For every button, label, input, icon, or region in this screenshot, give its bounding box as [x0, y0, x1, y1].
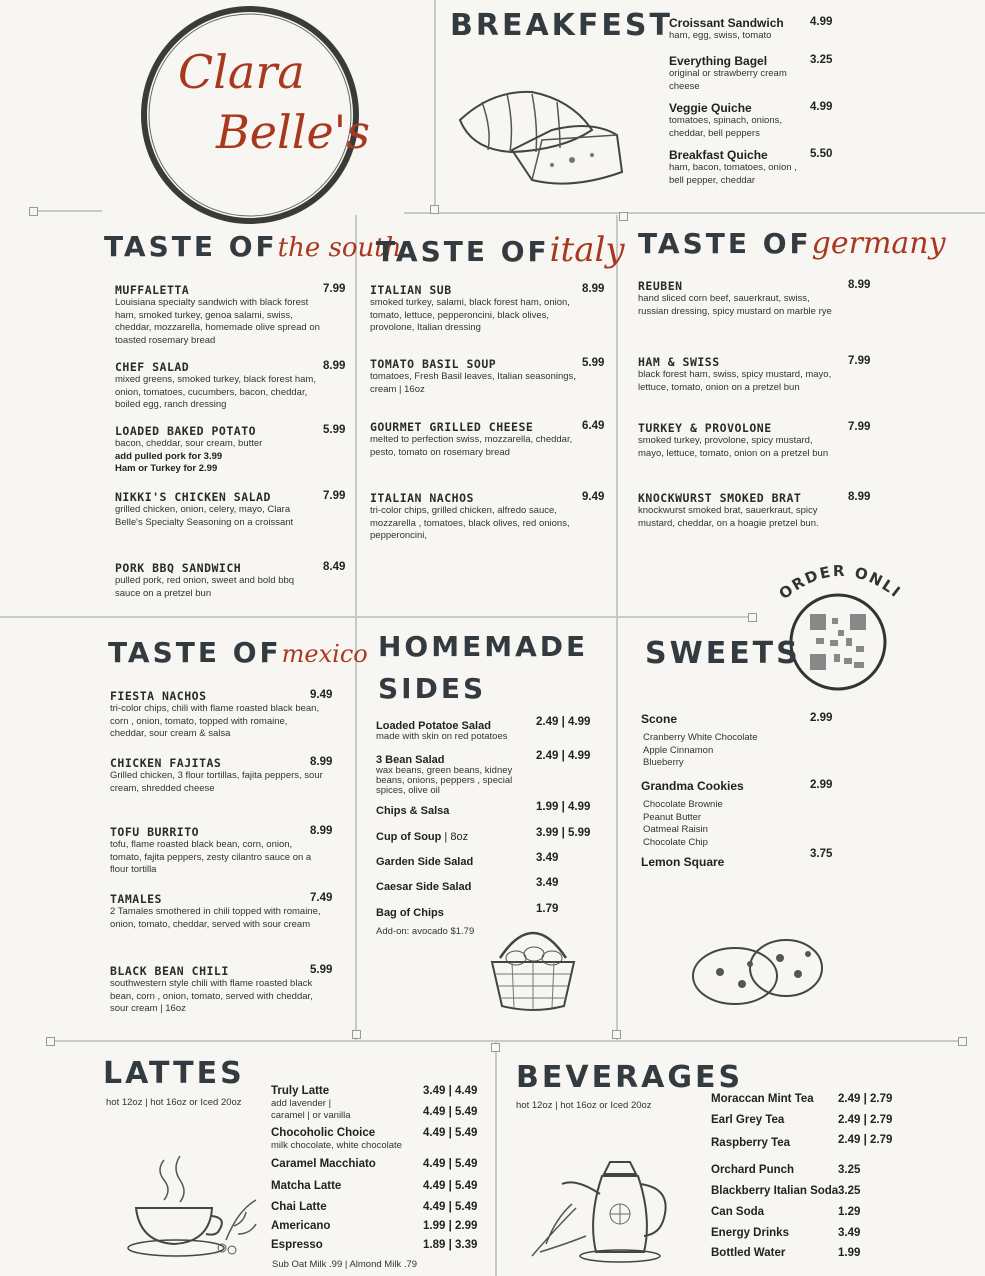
- logo-text: Clara: [178, 45, 305, 99]
- menu-item-price: 8.99: [310, 756, 333, 768]
- menu-item: [376, 720, 536, 742]
- menu-item-price: 3.99 | 5.99: [536, 827, 591, 839]
- menu-item-name: Energy Drinks: [711, 1227, 789, 1239]
- qr-code-icon[interactable]: [788, 592, 888, 692]
- menu-item-desc: pulled pork, red onion, sweet and bold bbq sauce on a pretzel bun: [115, 575, 295, 599]
- menu-item-desc: tofu, flame roasted black bean, corn, onion, tomato, fajita peppers, zesty cilantro sauce on a flour tortilla: [110, 839, 312, 875]
- menu-item-name: [376, 856, 536, 868]
- menu-item-name: Scone: [641, 712, 678, 726]
- divider-line: [50, 1040, 965, 1042]
- menu-item-price: 3.25: [810, 54, 833, 66]
- menu-item-name: Espresso: [271, 1239, 323, 1251]
- menu-item-price: 3.49 | 4.49: [423, 1085, 478, 1097]
- menu-item-name: TURKEY & PROVOLONE: [638, 421, 772, 435]
- menu-item-name: GOURMET GRILLED CHEESE: [370, 420, 534, 434]
- menu-item: [376, 881, 536, 893]
- menu-item-price: 1.99 | 2.99: [423, 1220, 478, 1232]
- section-title-main: TASTE OF: [638, 227, 812, 260]
- menu-item-name: Matcha Latte: [271, 1180, 342, 1192]
- grid-node: [46, 1037, 55, 1046]
- menu-item-name: TOMATO BASIL SOUP: [370, 357, 497, 371]
- menu-item-price: 4.99: [810, 101, 833, 113]
- divider-line: [434, 0, 436, 210]
- grid-node: [612, 1030, 621, 1039]
- section-title: BREAKFEST: [450, 8, 673, 43]
- menu-item: [638, 279, 838, 318]
- menu-item: [370, 357, 585, 396]
- addon-note: Add-on: avocado $1.79: [376, 926, 475, 937]
- menu-item-desc: hand sliced corn beef, sauerkraut, swiss, russian dressing, spicy mustard on marble rye: [638, 293, 832, 317]
- menu-item-desc: tri-color chips, chili with flame roasted black bean, corn , onion, tomato, topped with romaine, cheddar, sour cream & salsa: [110, 703, 320, 739]
- section-title-script: italy: [549, 230, 625, 270]
- menu-item: [115, 360, 320, 412]
- grid-node: [748, 613, 757, 622]
- menu-item-name: KNOCKWURST SMOKED BRAT: [638, 491, 802, 505]
- menu-item-price: 5.99: [310, 964, 333, 976]
- cookies-icon: [690, 934, 826, 1014]
- menu-item-desc: tomatoes, Fresh Basil leaves, Italian seasonings, cream | 16oz: [370, 371, 576, 395]
- section-title: SIDES: [378, 672, 487, 705]
- menu-item: [110, 689, 325, 741]
- grid-node: [29, 207, 38, 216]
- menu-item-name: CHICKEN FAJITAS: [110, 756, 222, 770]
- section-title-script: germany: [811, 226, 946, 261]
- section-title: [376, 230, 625, 270]
- menu-item-price: 3.49: [536, 852, 559, 864]
- menu-item-name-text: 3 Bean Salad: [376, 754, 445, 766]
- menu-item: [669, 148, 804, 187]
- menu-item-name: ITALIAN NACHOS: [370, 491, 474, 505]
- menu-item-price: 3.49: [838, 1227, 861, 1239]
- menu-item-name: TOFU BURRITO: [110, 825, 200, 839]
- menu-item-name: Bottled Water: [711, 1247, 786, 1259]
- menu-item-name: TAMALES: [110, 892, 162, 906]
- menu-item-option: Chocolate Brownie: [643, 799, 723, 810]
- menu-item: [376, 856, 536, 868]
- menu-item-name: HAM & SWISS: [638, 355, 720, 369]
- menu-item-price: 1.29: [838, 1206, 861, 1218]
- menu-item-desc: ham, egg, swiss, tomato: [669, 30, 772, 41]
- menu-item-name-text: Caesar Side Salad: [376, 881, 472, 893]
- menu-item: [115, 490, 320, 529]
- menu-item-price: 2.49 | 2.79: [838, 1134, 893, 1146]
- menu-item-desc: tomatoes, spinach, onions, cheddar, bell peppers: [669, 115, 783, 139]
- menu-item: [115, 561, 320, 600]
- section-title: SWEETS: [645, 636, 801, 671]
- menu-item-name: Blackberry Italian Soda: [711, 1185, 839, 1197]
- section-title-main: TASTE OF: [108, 636, 282, 669]
- menu-item-name: Moraccan Mint Tea: [711, 1093, 814, 1105]
- menu-item: [641, 712, 801, 770]
- menu-item-price: 4.49 | 5.49: [423, 1158, 478, 1170]
- menu-item-price: 2.49 | 2.79: [838, 1114, 893, 1126]
- menu-item: [638, 491, 838, 530]
- menu-item-price: 8.99: [323, 360, 346, 372]
- menu-item-name: PORK BBQ SANDWICH: [115, 561, 242, 575]
- menu-item-desc: tri-color chips, grilled chicken, alfredo sauce, mozzarella , tomatoes, black olives, red onions, pepperoncini,: [370, 505, 570, 541]
- divider-line: [0, 616, 752, 618]
- section-title: HOMEMADE: [378, 630, 589, 663]
- menu-item-name: Everything Bagel: [669, 54, 768, 68]
- size-note: hot 12oz | hot 16oz or Iced 20oz: [516, 1100, 652, 1111]
- coffee-cup-icon: [126, 1150, 266, 1264]
- menu-item-price: 1.89 | 3.39: [423, 1239, 478, 1251]
- menu-item-name-text: Cup of Soup: [376, 831, 442, 843]
- menu-item: [370, 420, 585, 459]
- menu-item-price: 8.49: [323, 561, 346, 573]
- menu-item-desc: caramel | or vanilla: [271, 1110, 351, 1121]
- grid-node: [619, 212, 628, 221]
- menu-item: [641, 779, 801, 849]
- menu-item-desc: wax beans, green beans, kidney beans, onions, peppers , special spices, olive oil: [376, 765, 513, 796]
- menu-item-price: 7.99: [848, 355, 871, 367]
- menu-item-name: Earl Grey Tea: [711, 1114, 785, 1126]
- menu-item-name: Can Soda: [711, 1206, 765, 1218]
- menu-item-price: 9.49: [582, 491, 605, 503]
- menu-item-name: Caramel Macchiato: [271, 1158, 376, 1170]
- menu-item-option: Cranberry White Chocolate: [643, 732, 758, 743]
- menu-item-price: 5.99: [582, 357, 605, 369]
- menu-item-price: 2.99: [810, 712, 833, 724]
- section-title: [638, 226, 946, 261]
- menu-item-desc: knockwurst smoked brat, sauerkraut, spicy mustard, cheddar, on a hoagie pretzel bun.: [638, 505, 819, 529]
- menu-item-name-text: Loaded Potatoe Salad: [376, 720, 491, 732]
- divider-line: [616, 215, 618, 1040]
- menu-item-name: [376, 907, 536, 919]
- menu-item-option: Blueberry: [643, 757, 684, 768]
- menu-item-desc: ham, bacon, tomatoes, onion , bell pepper, cheddar: [669, 162, 797, 186]
- menu-item-name: Chocoholic Choice: [271, 1127, 376, 1139]
- order-online-text: ORDER ONLI: [776, 561, 906, 603]
- menu-item: [376, 831, 536, 843]
- menu-item-name: BLACK BEAN CHILI: [110, 964, 229, 978]
- section-title-script: mexico: [281, 640, 368, 668]
- menu-item: [669, 16, 804, 43]
- menu-item-price: 3.25: [838, 1164, 861, 1176]
- basket-icon: [486, 920, 580, 1022]
- menu-item-name-text: Garden Side Salad: [376, 856, 474, 868]
- menu-item: [669, 54, 804, 93]
- menu-item-price: 9.49: [310, 689, 333, 701]
- menu-item-price: 7.99: [323, 283, 346, 295]
- grid-node: [491, 1043, 500, 1052]
- menu-item-name: ITALIAN SUB: [370, 283, 452, 297]
- menu-item-desc: melted to perfection swiss, mozzarella, cheddar, pesto, tomato on rosemary bread: [370, 434, 573, 458]
- menu-item-desc: 2 Tamales smothered in chili topped with romaine, onion, tomato, cheddar, served with sour cream: [110, 906, 321, 930]
- menu-item-name: Americano: [271, 1220, 331, 1232]
- menu-item-name: Grandma Cookies: [641, 779, 744, 793]
- menu-item-price: 3.25: [838, 1185, 861, 1197]
- menu-item-price: 3.49: [536, 877, 559, 889]
- menu-item-price: 1.99 | 4.99: [536, 801, 591, 813]
- menu-item-name-text: Chips & Salsa: [376, 805, 450, 817]
- menu-item-option: Chocolate Chip: [643, 836, 708, 848]
- grid-node: [958, 1037, 967, 1046]
- menu-item-price: 1.79: [536, 903, 559, 915]
- menu-item-desc: southwestern style chili with flame roasted black bean, corn , onion, tomato, served with cheddar, sour cream | 16oz: [110, 978, 313, 1014]
- menu-item-price: 7.99: [848, 421, 871, 433]
- menu-item: [638, 355, 838, 394]
- menu-item-price: 4.49 | 5.49: [423, 1201, 478, 1213]
- menu-item-price: 2.49 | 4.99: [536, 750, 591, 762]
- menu-item: [110, 964, 325, 1016]
- menu-item-name: Lemon Square: [641, 855, 725, 869]
- menu-item-price: 5.99: [323, 424, 346, 436]
- menu-item-price: 8.99: [310, 825, 333, 837]
- menu-item-addon: Ham or Turkey for 2.99: [115, 463, 218, 474]
- menu-item-name: NIKKI'S CHICKEN SALAD: [115, 490, 271, 504]
- logo-text: Belle's: [216, 105, 370, 159]
- menu-item: [376, 805, 536, 817]
- menu-item-price: 7.99: [323, 490, 346, 502]
- menu-item-price: 4.49 | 5.49: [423, 1127, 478, 1139]
- menu-item-name: Breakfast Quiche: [669, 148, 768, 162]
- menu-item-desc: smoked turkey, salami, black forest ham, onion, tomato, lettuce, pepperoncini, black olives, provolone, Italian dressing: [370, 297, 570, 333]
- menu-item-option: Peanut Butter: [643, 811, 702, 823]
- divider-line: [404, 212, 985, 214]
- menu-item-name: MUFFALETTA: [115, 283, 190, 297]
- menu-item-option: Oatmeal Raisin: [643, 824, 708, 835]
- menu-item-name: Raspberry Tea: [711, 1137, 791, 1149]
- menu-item: [669, 101, 804, 140]
- menu-item-name: Chai Latte: [271, 1201, 327, 1213]
- divider-line: [30, 210, 102, 212]
- menu-item-option: Apple Cinnamon: [643, 744, 714, 756]
- menu-item-addon: add pulled pork for 3.99: [115, 450, 223, 462]
- menu-item-price: 4.49 | 5.49: [423, 1180, 478, 1192]
- menu-item-desc: original or strawberry cream cheese: [669, 68, 787, 92]
- menu-item-price: 3.75: [810, 848, 833, 860]
- divider-line: [355, 215, 357, 1040]
- menu-item-desc: mixed greens, smoked turkey, black forest ham, onion, tomatoes, cucumbers, bacon, cheddar, boiled egg, ranch dressing: [115, 374, 316, 410]
- section-title-script: the south: [277, 233, 402, 263]
- menu-item-price: 8.99: [848, 279, 871, 291]
- menu-item-price: 8.99: [582, 283, 605, 295]
- milk-note: Sub Oat Milk .99 | Almond Milk .79: [272, 1259, 418, 1270]
- section-title-main: TASTE OF: [376, 235, 550, 268]
- menu-item-name: REUBEN: [638, 279, 683, 293]
- menu-item-name: LOADED BAKED POTATO: [115, 424, 257, 438]
- menu-item: [370, 283, 585, 335]
- menu-item-desc: Louisiana specialty sandwich with black forest ham, smoked turkey, genoa salami, swiss, cheddar, mozzarella, homemade olive spread on toasted rosemary bread: [115, 297, 320, 346]
- menu-item-name: [376, 881, 536, 893]
- logo: [138, 5, 370, 225]
- menu-item-price: 4.99: [810, 16, 833, 28]
- section-title: [104, 230, 401, 263]
- menu-item-name: [376, 831, 536, 843]
- menu-item-desc: grilled chicken, onion, celery, mayo, Clara Belle's Specialty Seasoning on a croissant: [115, 504, 294, 528]
- menu-item-name: FIESTA NACHOS: [110, 689, 207, 703]
- menu-item-price: 7.49: [310, 892, 333, 904]
- teapot-icon: [526, 1148, 686, 1272]
- menu-item-price: 5.50: [810, 148, 833, 160]
- croissant-icon: [452, 80, 632, 194]
- menu-item: [110, 825, 325, 877]
- menu-item: [376, 754, 536, 796]
- menu-item-price: 2.49 | 4.99: [536, 716, 591, 728]
- menu-item-size: | 8oz: [441, 831, 469, 843]
- menu-item-name: Croissant Sandwich: [669, 16, 784, 30]
- menu-item-desc: add lavender |: [271, 1098, 332, 1109]
- grid-node: [352, 1030, 361, 1039]
- section-title: BEVERAGES: [516, 1060, 744, 1095]
- section-title: LATTES: [103, 1056, 245, 1091]
- menu-item-desc: black forest ham, swiss, spicy mustard, mayo, lettuce, tomato, onion on a pretzel bun: [638, 369, 832, 393]
- menu-item: [110, 892, 325, 931]
- menu-item-desc: smoked turkey, provolone, spicy mustard, mayo, lettuce, tomato, onion on a pretzel bun: [638, 435, 829, 459]
- section-title-main: TASTE OF: [104, 230, 278, 263]
- menu-item-price: 6.49: [582, 420, 605, 432]
- menu-item-name-text: Bag of Chips: [376, 907, 444, 919]
- menu-item-desc: bacon, cheddar, sour cream, butter: [115, 438, 263, 449]
- menu-item: [115, 283, 320, 347]
- menu-item-name: CHEF SALAD: [115, 360, 190, 374]
- menu-item-desc: milk chocolate, white chocolate: [271, 1140, 402, 1151]
- menu-item-desc: made with skin on red potatoes: [376, 731, 508, 742]
- menu-item-name: [376, 805, 536, 817]
- menu-item: [641, 855, 801, 875]
- menu-item-price: 2.99: [810, 779, 833, 791]
- menu-item-price: 2.49 | 2.79: [838, 1093, 893, 1105]
- menu-item: [638, 421, 838, 460]
- menu-item-price: 1.99: [838, 1247, 861, 1259]
- menu-item-price: 8.99: [848, 491, 871, 503]
- divider-line: [495, 1040, 497, 1276]
- menu-item-name: Truly Latte: [271, 1085, 330, 1097]
- menu-item-name: Veggie Quiche: [669, 101, 752, 115]
- section-title: [108, 636, 368, 669]
- menu-item-desc: Grilled chicken, 3 flour tortillas, fajita peppers, sour cream, shredded cheese: [110, 770, 323, 794]
- menu-item-price: 4.49 | 5.49: [423, 1106, 478, 1118]
- menu-item: [115, 424, 320, 476]
- menu-item: [110, 756, 325, 795]
- menu-item-name: Orchard Punch: [711, 1164, 795, 1176]
- size-note: hot 12oz | hot 16oz or Iced 20oz: [106, 1097, 242, 1108]
- menu-item: [370, 491, 585, 543]
- grid-node: [430, 205, 439, 214]
- menu-item: [376, 907, 536, 919]
